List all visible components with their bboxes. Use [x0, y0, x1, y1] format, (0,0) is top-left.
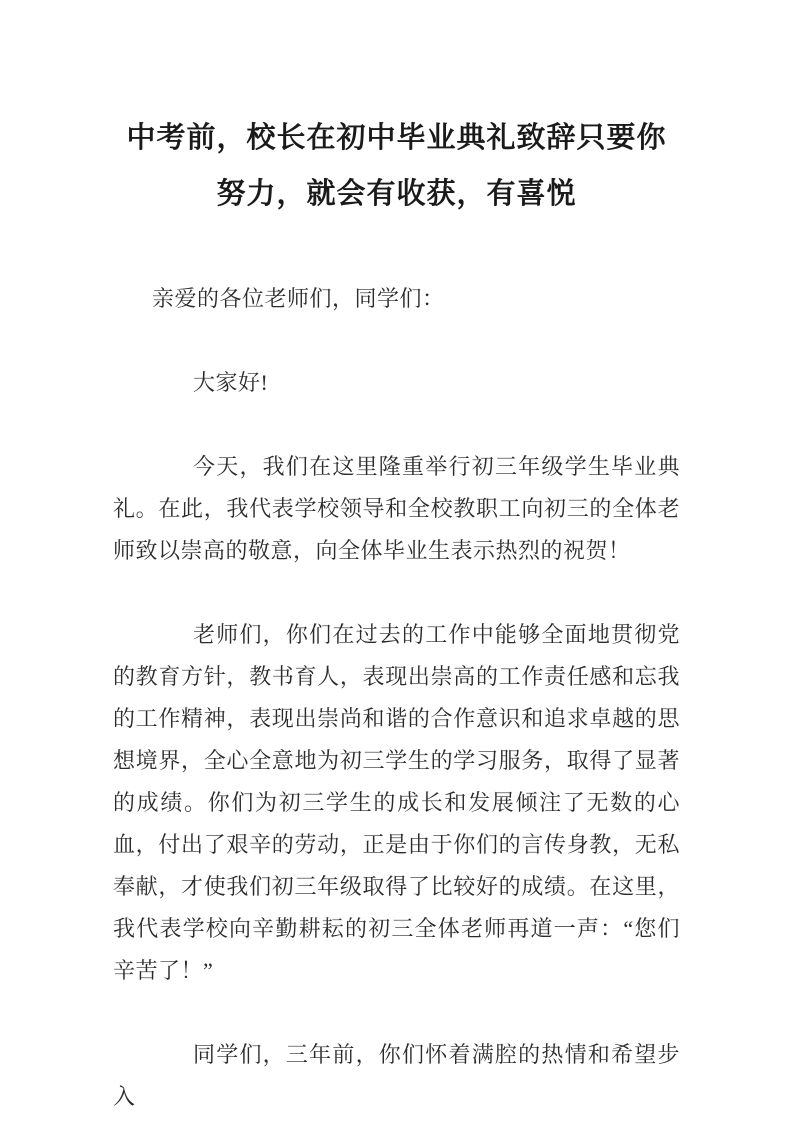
paragraph-salutation: 亲爱的各位老师们，同学们：	[152, 286, 445, 311]
document-title: 中考前，校长在初中毕业典礼致辞只要你努力，就会有收获，有喜悦	[126, 122, 667, 210]
paragraph-opening: 今天，我们在这里隆重举行初三年级学生毕业典礼。在此，我代表学校领导和全校教职工向初三的全体老师致以崇高的敬意，向全体毕业生表示热烈的祝贺！	[113, 454, 680, 563]
paragraph-teachers-tribute: 老师们，你们在过去的工作中能够全面地贯彻党的教育方针，教书育人，表现出崇高的工作责任感和忘我的工作精神，表现出崇尚和谐的合作意识和追求卓越的思想境界，全心全意地为初三学生的学习服务，取得了显著的成绩。你们为初三学生的成长和发展倾注了无数的心血，付出了艰辛的劳动，正是由于你们的言传身教，无私奉献，才使我们初三年级取得了比较好的成绩。在这里，我代表学校向辛勤耕耘的初三全体老师再道一声：“您们辛苦了！”	[113, 622, 680, 983]
paragraph-students-address: 同学们，三年前，你们怀着满腔的热情和希望步入	[113, 1042, 680, 1109]
paragraph-greeting: 大家好!	[193, 370, 269, 395]
